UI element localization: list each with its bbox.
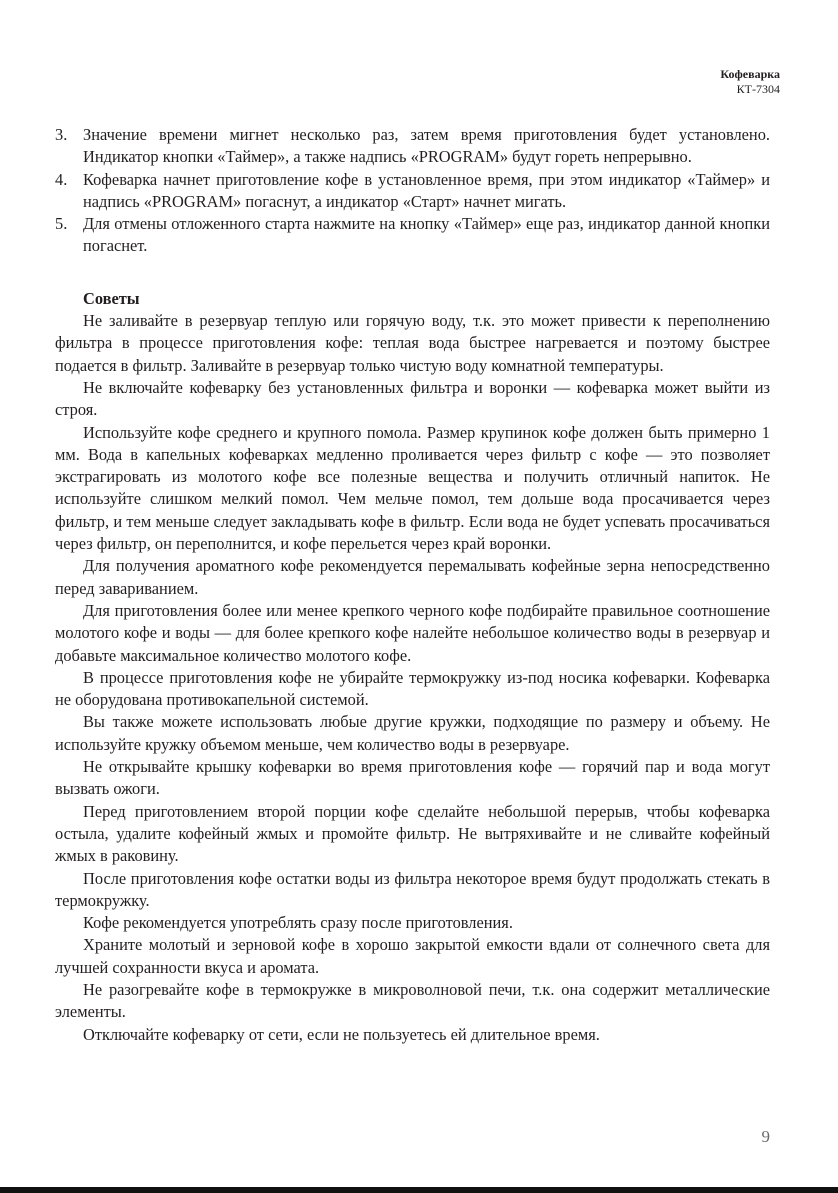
paragraph: После приготовления кофе остатки воды из фильтра некоторое время будут продолжать стекать в термокружку. — [55, 868, 770, 910]
product-name: Кофеварка — [720, 67, 780, 81]
paragraph: Для приготовления более или менее крепкого черного кофе подбирайте правильное соотношение молотого кофе и воды — для более крепкого кофе налейте небольшое количество воды в резервуар и добавьте максимальное количество молотого кофе. — [55, 600, 770, 665]
paragraph: Не заливайте в резервуар теплую или горячую воду, т.к. это может привести к переполнению фильтра в процессе приготовления кофе: теплая вода быстрее нагревается и поэтому быстрее подается в фильтр. Заливайте в резервуар только чистую воду комнатной температуры. — [55, 311, 770, 375]
paragraph: Не включайте кофеварку без установленных фильтра и воронки — кофеварка может выйти из строя. — [55, 377, 770, 420]
list-item — [55, 169, 770, 214]
paragraph: В процессе приготовления кофе не убирайте термокружку из-под носика кофеварки. Кофеварка не оборудована противокапельной системой. — [55, 667, 770, 710]
step-number: 5. — [55, 214, 68, 234]
paragraph: Вы также можете использовать любые другие кружки, подходящие по размеру и объему. Не используйте кружку объемом меньше, чем количество воды в резервуаре. — [55, 712, 770, 754]
steps-list — [55, 124, 770, 258]
step-text: Кофеварка начнет приготовление кофе в установленное время, при этом индикатор «Таймер» и надпись «PROGRAM» погаснут, а индикатор «Старт» начнет мигать. — [83, 169, 770, 211]
section-title: Советы — [83, 288, 140, 308]
page-content — [55, 124, 770, 1046]
page-number: 9 — [761, 1127, 770, 1146]
step-number: 4. — [55, 169, 68, 189]
paragraph: Не открывайте крышку кофеварки во время приготовления кофе — горячий пар и вода могут вызвать ожоги. — [55, 757, 770, 799]
page-header — [720, 66, 780, 97]
paragraph: Для получения ароматного кофе рекомендуется перемалывать кофейные зерна непосредственно перед завариванием. — [55, 556, 770, 598]
list-item — [55, 124, 770, 169]
paragraph: Кофе рекомендуется употреблять сразу после приготовления. — [83, 913, 513, 933]
paragraph: Используйте кофе среднего и крупного помола. Размер крупинок кофе должен быть примерно 1 мм. Вода в капельных кофеварках медленно проливается через фильтр с кофе — это позволяет экстрагировать из молотого кофе все полезные вещества и получить отличный напиток. Не используйте слишком мелкий помол. Чем мельче помол, тем дольше вода просачивается через фильтр, и тем меньше следует закладывать кофе в фильтр. Если вода не будет успевать просачиваться через фильтр, он переполнится, и кофе перельется через край воронки. — [55, 422, 770, 554]
tips-section — [55, 310, 770, 1046]
bottom-rule — [0, 1187, 838, 1193]
paragraph: Отключайте кофеварку от сети, если не пользуетесь ей длительное время. — [83, 1024, 600, 1044]
step-text: Для отмены отложенного старта нажмите на кнопку «Таймер» еще раз, индикатор данной кнопки погаснет. — [83, 214, 770, 256]
step-number: 3. — [55, 125, 68, 144]
paragraph: Не разогревайте кофе в термокружке в микроволновой печи, т.к. она содержит металлические элементы. — [55, 979, 770, 1022]
model-number: КТ-7304 — [736, 82, 780, 96]
step-text: Значение времени мигнет несколько раз, затем время приготовления будет установлено. Индикатор кнопки «Таймер», а также надпись «PROGRAM» будут гореть непрерывно. — [83, 125, 770, 167]
paragraph: Храните молотый и зерновой кофе в хорошо закрытой емкости вдали от солнечного света для лучшей сохранности вкуса и аромата. — [55, 935, 770, 977]
paragraph: Перед приготовлением второй порции кофе сделайте небольшой перерыв, чтобы кофеварка остыла, удалите кофейный жмых и промойте фильтр. Не вытряхивайте и не сливайте кофейный жмых в раковину. — [55, 801, 770, 866]
list-item — [55, 213, 770, 258]
